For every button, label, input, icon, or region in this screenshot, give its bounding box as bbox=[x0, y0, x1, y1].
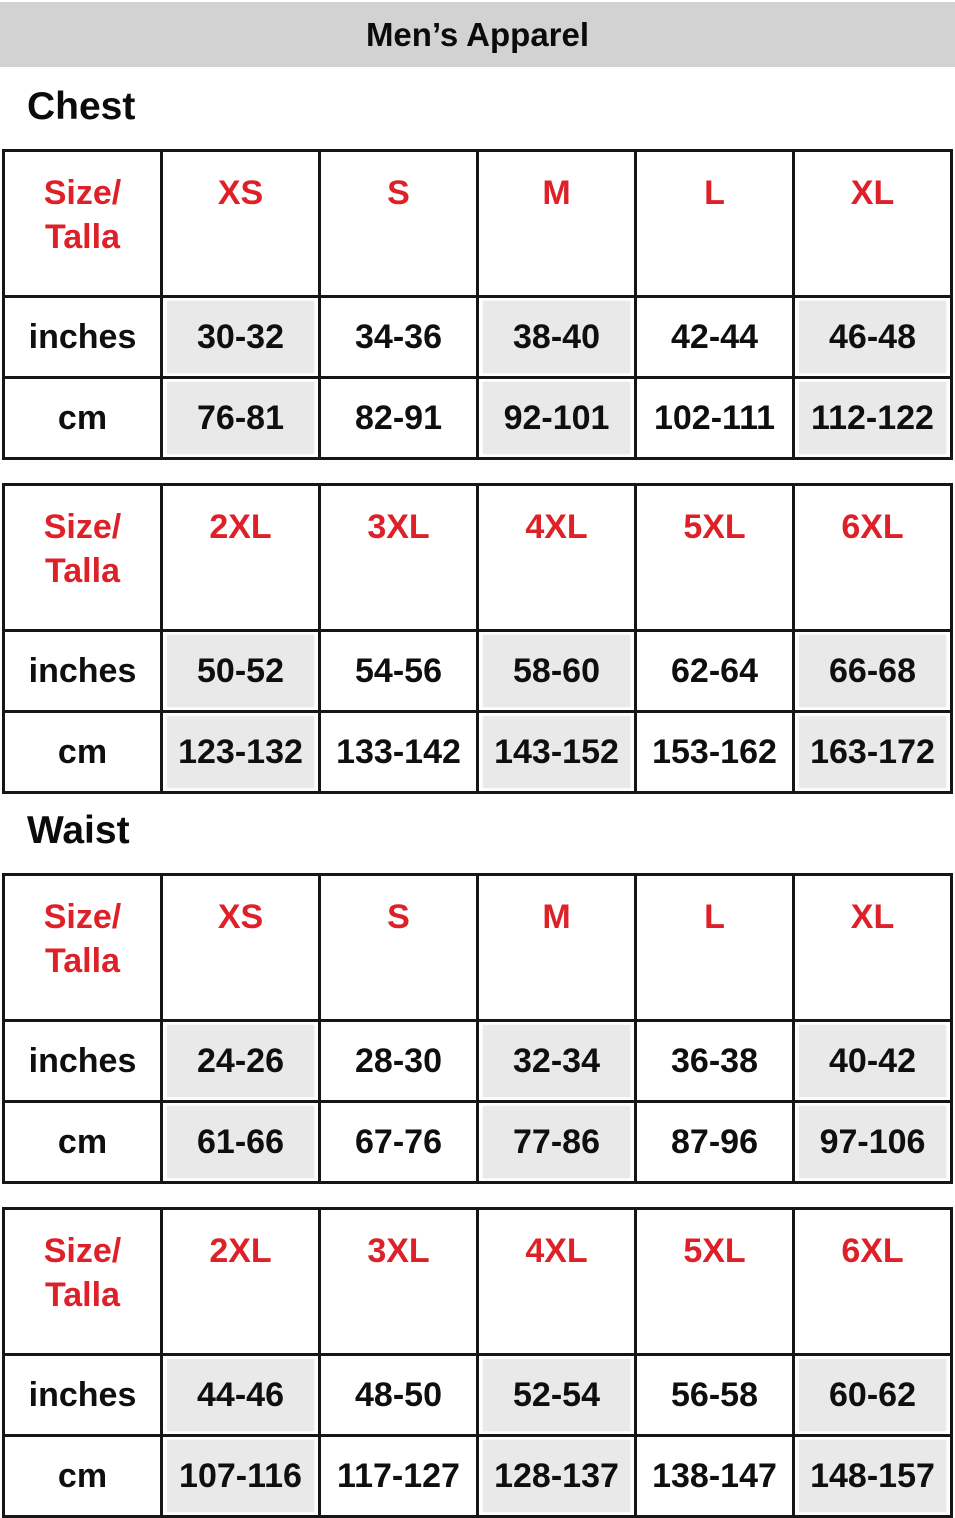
measurement-cell: 58-60 bbox=[478, 631, 636, 712]
measurement-cell: 28-30 bbox=[320, 1021, 478, 1102]
size-header-3xl: 3XL bbox=[320, 1209, 478, 1355]
size-header-s: S bbox=[320, 875, 478, 1021]
measurement-cell: 40-42 bbox=[794, 1021, 952, 1102]
waist-size-table-xs-xl bbox=[2, 873, 953, 1184]
measurement-cell: 54-56 bbox=[320, 631, 478, 712]
measurement-cell: 102-111 bbox=[636, 378, 794, 459]
row-label-inches: inches bbox=[4, 1355, 162, 1436]
measurement-cell: 50-52 bbox=[162, 631, 320, 712]
measurement-cell: 48-50 bbox=[320, 1355, 478, 1436]
measurement-cell: 38-40 bbox=[478, 297, 636, 378]
measurement-cell: 77-86 bbox=[478, 1102, 636, 1183]
size-header-4xl: 4XL bbox=[478, 1209, 636, 1355]
measurement-cell: 92-101 bbox=[478, 378, 636, 459]
size-header-5xl: 5XL bbox=[636, 1209, 794, 1355]
size-header-s: S bbox=[320, 151, 478, 297]
row-label-inches: inches bbox=[4, 631, 162, 712]
size-header-m: M bbox=[478, 875, 636, 1021]
corner-line-1: Size/ bbox=[43, 174, 122, 212]
measurement-cell: 112-122 bbox=[794, 378, 952, 459]
size-header-l: L bbox=[636, 875, 794, 1021]
measurement-cell: 163-172 bbox=[794, 712, 952, 793]
section-heading-chest: Chest bbox=[27, 85, 136, 128]
corner-cell bbox=[4, 151, 162, 297]
measurement-cell: 62-64 bbox=[636, 631, 794, 712]
measurement-cell: 133-142 bbox=[320, 712, 478, 793]
cm-row bbox=[4, 712, 952, 793]
size-header-l: L bbox=[636, 151, 794, 297]
measurement-cell: 143-152 bbox=[478, 712, 636, 793]
corner-cell bbox=[4, 485, 162, 631]
cm-row bbox=[4, 378, 952, 459]
waist-size-table-2xl-6xl bbox=[2, 1207, 953, 1518]
section-heading-waist: Waist bbox=[27, 809, 130, 852]
corner-line-1: Size/ bbox=[43, 1232, 122, 1270]
inches-row bbox=[4, 1355, 952, 1436]
measurement-cell: 46-48 bbox=[794, 297, 952, 378]
header-row bbox=[4, 1209, 952, 1355]
inches-row bbox=[4, 297, 952, 378]
row-label-inches: inches bbox=[4, 1021, 162, 1102]
measurement-cell: 148-157 bbox=[794, 1436, 952, 1517]
measurement-cell: 138-147 bbox=[636, 1436, 794, 1517]
chest-size-table-xs-xl bbox=[2, 149, 953, 460]
size-header-xs: XS bbox=[162, 875, 320, 1021]
measurement-cell: 67-76 bbox=[320, 1102, 478, 1183]
row-label-cm: cm bbox=[4, 378, 162, 459]
measurement-cell: 153-162 bbox=[636, 712, 794, 793]
size-header-6xl: 6XL bbox=[794, 1209, 952, 1355]
title-banner bbox=[0, 2, 955, 67]
size-header-xl: XL bbox=[794, 151, 952, 297]
measurement-cell: 82-91 bbox=[320, 378, 478, 459]
size-header-3xl: 3XL bbox=[320, 485, 478, 631]
measurement-cell: 66-68 bbox=[794, 631, 952, 712]
corner-cell bbox=[4, 1209, 162, 1355]
size-header-2xl: 2XL bbox=[162, 485, 320, 631]
cm-row bbox=[4, 1102, 952, 1183]
measurement-cell: 61-66 bbox=[162, 1102, 320, 1183]
corner-line-2: Talla bbox=[45, 218, 120, 256]
header-row bbox=[4, 875, 952, 1021]
measurement-cell: 60-62 bbox=[794, 1355, 952, 1436]
measurement-cell: 34-36 bbox=[320, 297, 478, 378]
header-row bbox=[4, 485, 952, 631]
measurement-cell: 76-81 bbox=[162, 378, 320, 459]
measurement-cell: 42-44 bbox=[636, 297, 794, 378]
page-title: Men’s Apparel bbox=[365, 15, 590, 53]
measurement-cell: 24-26 bbox=[162, 1021, 320, 1102]
row-label-cm: cm bbox=[4, 1102, 162, 1183]
measurement-cell: 44-46 bbox=[162, 1355, 320, 1436]
cm-row bbox=[4, 1436, 952, 1517]
corner-line-2: Talla bbox=[45, 942, 120, 980]
measurement-cell: 87-96 bbox=[636, 1102, 794, 1183]
measurement-cell: 56-58 bbox=[636, 1355, 794, 1436]
size-header-xl: XL bbox=[794, 875, 952, 1021]
corner-cell bbox=[4, 875, 162, 1021]
measurement-cell: 117-127 bbox=[320, 1436, 478, 1517]
measurement-cell: 107-116 bbox=[162, 1436, 320, 1517]
measurement-cell: 32-34 bbox=[478, 1021, 636, 1102]
corner-line-1: Size/ bbox=[43, 898, 122, 936]
measurement-cell: 52-54 bbox=[478, 1355, 636, 1436]
size-header-2xl: 2XL bbox=[162, 1209, 320, 1355]
row-label-inches: inches bbox=[4, 297, 162, 378]
measurement-cell: 36-38 bbox=[636, 1021, 794, 1102]
size-header-m: M bbox=[478, 151, 636, 297]
inches-row bbox=[4, 631, 952, 712]
measurement-cell: 123-132 bbox=[162, 712, 320, 793]
corner-line-1: Size/ bbox=[43, 508, 122, 546]
row-label-cm: cm bbox=[4, 1436, 162, 1517]
measurement-cell: 128-137 bbox=[478, 1436, 636, 1517]
chest-size-table-2xl-6xl bbox=[2, 483, 953, 794]
inches-row bbox=[4, 1021, 952, 1102]
size-header-4xl: 4XL bbox=[478, 485, 636, 631]
size-header-xs: XS bbox=[162, 151, 320, 297]
corner-line-2: Talla bbox=[45, 1276, 120, 1314]
header-row bbox=[4, 151, 952, 297]
size-header-5xl: 5XL bbox=[636, 485, 794, 631]
measurement-cell: 97-106 bbox=[794, 1102, 952, 1183]
corner-line-2: Talla bbox=[45, 552, 120, 590]
size-header-6xl: 6XL bbox=[794, 485, 952, 631]
measurement-cell: 30-32 bbox=[162, 297, 320, 378]
row-label-cm: cm bbox=[4, 712, 162, 793]
